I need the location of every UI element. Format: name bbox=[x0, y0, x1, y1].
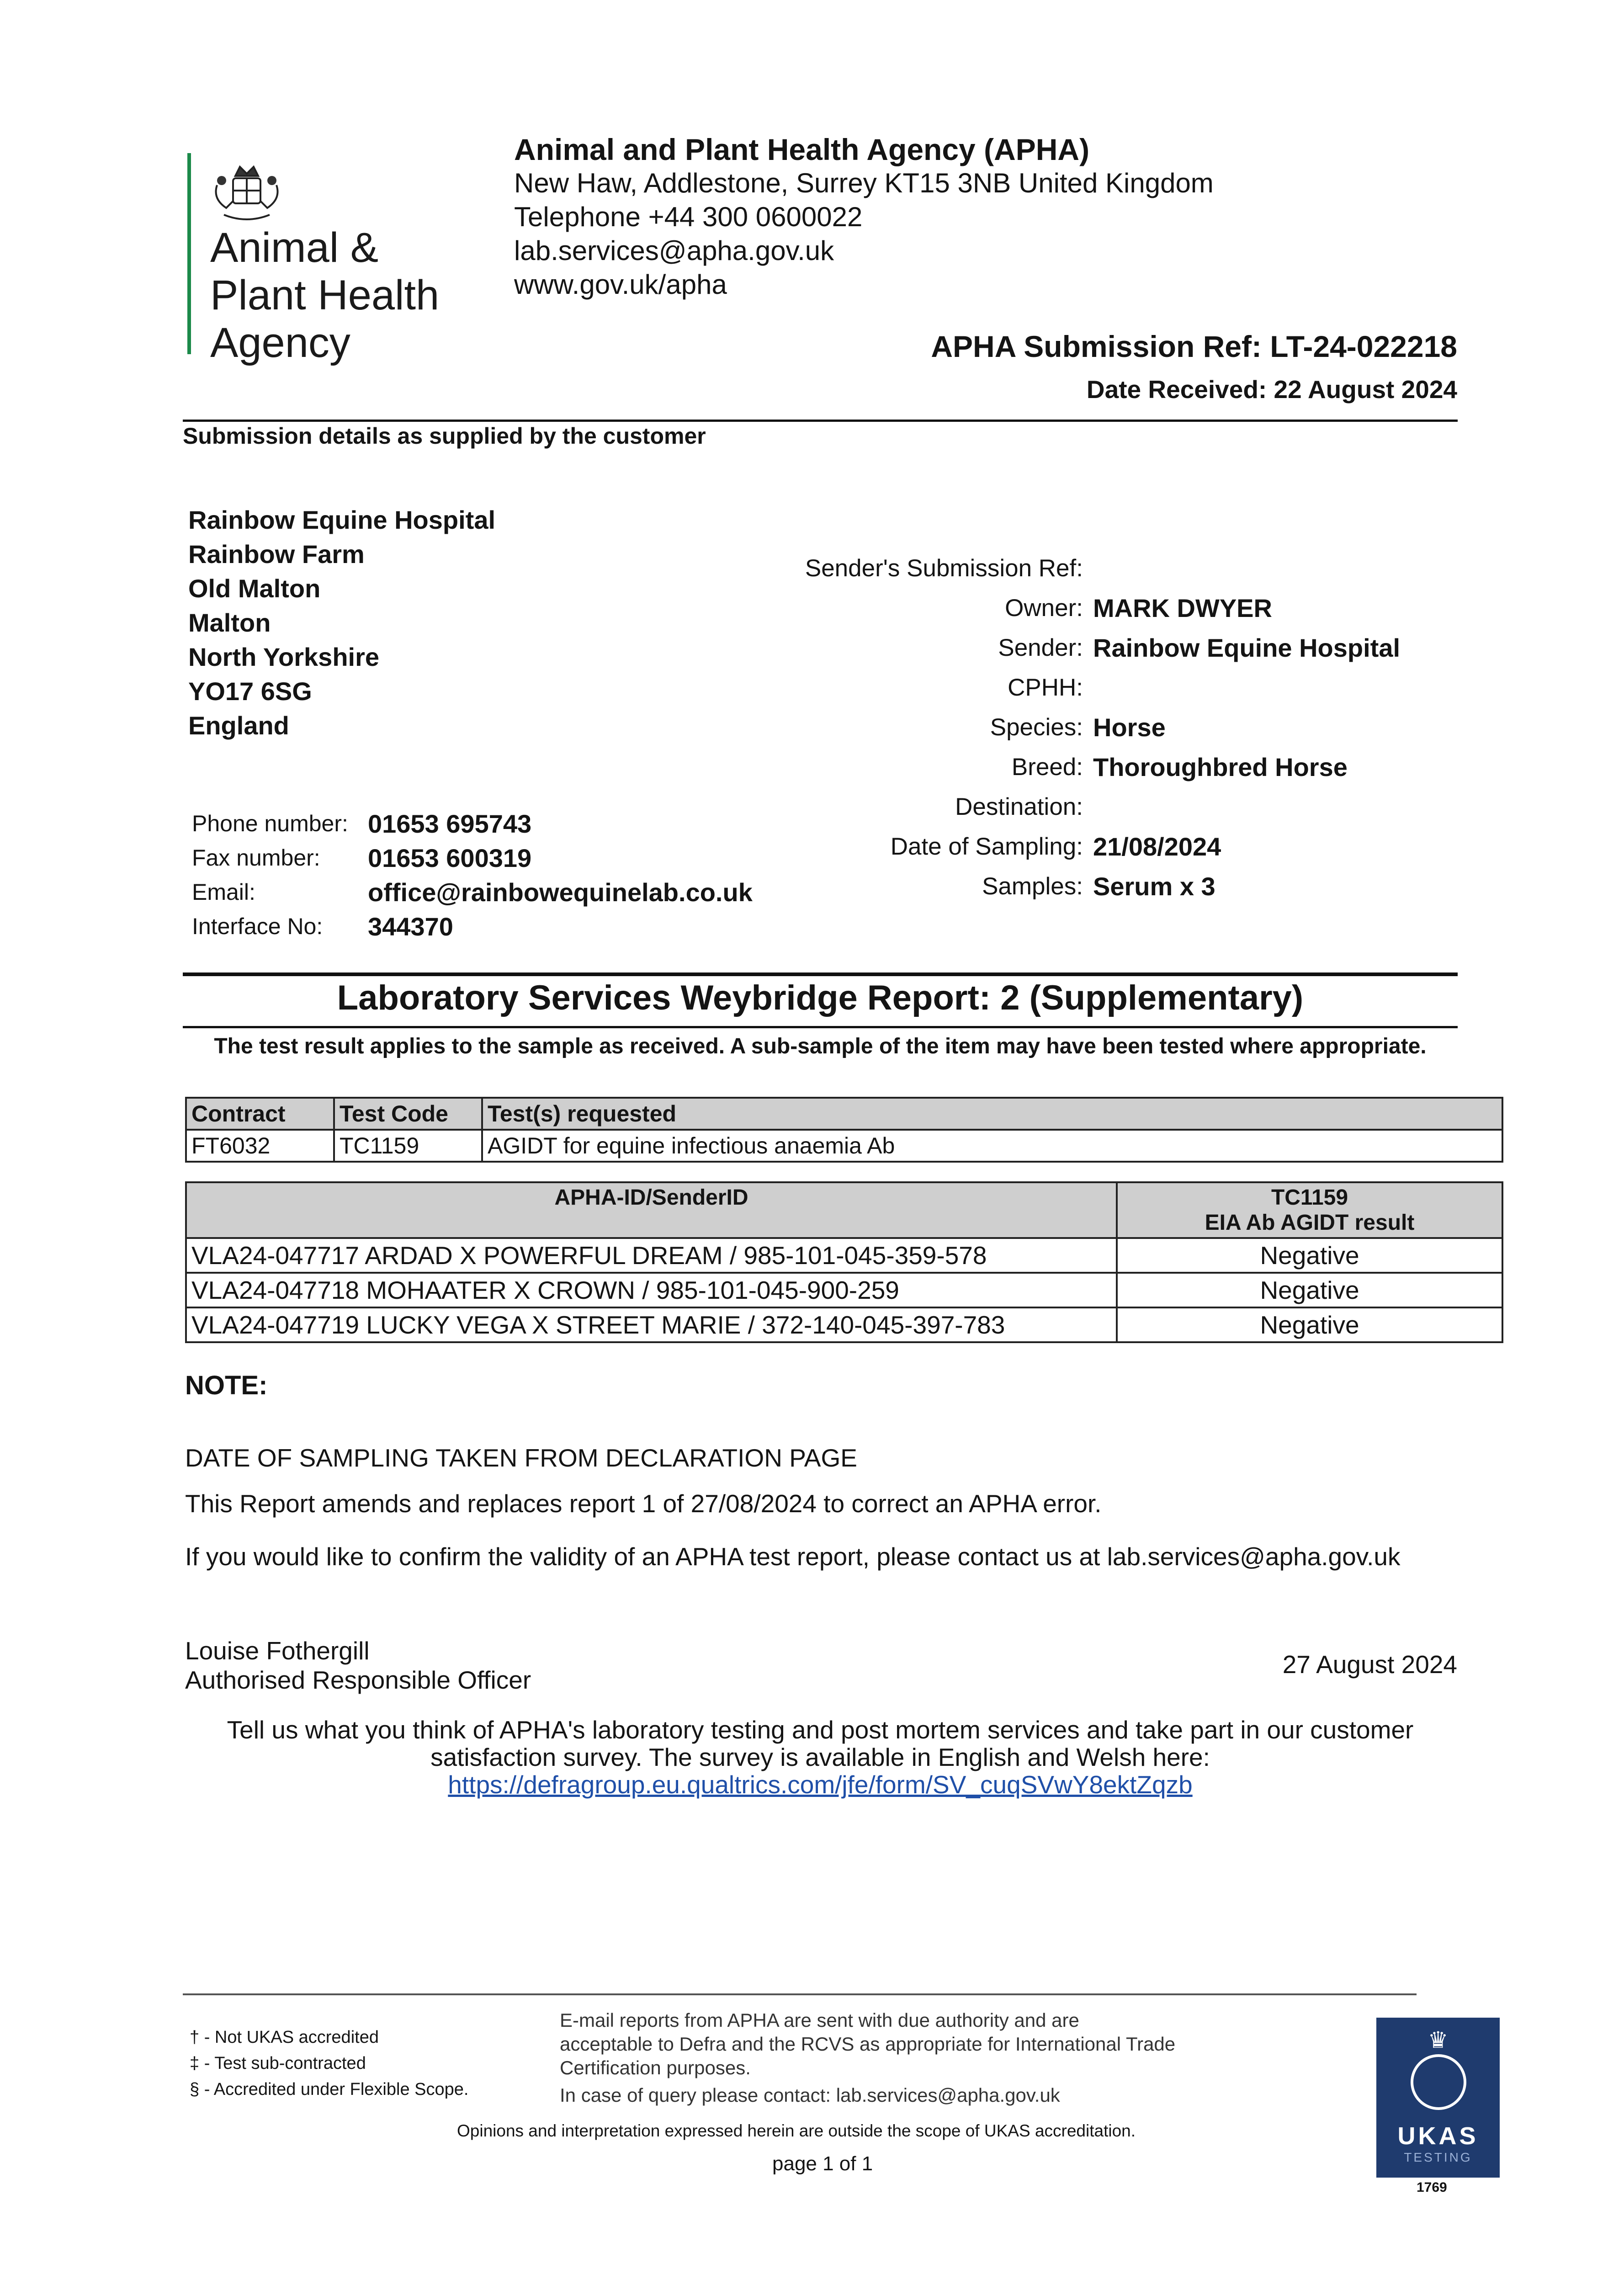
legend-item: § - Accredited under Flexible Scope. bbox=[190, 2080, 469, 2099]
interface-value: 344370 bbox=[368, 912, 453, 941]
fax-value: 01653 600319 bbox=[368, 844, 532, 872]
test-code-cell: TC1159 bbox=[334, 1130, 482, 1162]
header-divider bbox=[183, 420, 1458, 422]
note-line: If you would like to confirm the validity of an APHA test report, please contact us at lab.services@apha.gov.uk bbox=[185, 1542, 1401, 1571]
email-note-line: E-mail reports from APHA are sent with due authority and are bbox=[560, 2009, 1079, 2031]
email-note-line: Certification purposes. bbox=[560, 2057, 751, 2078]
results-table bbox=[185, 1181, 1503, 1343]
page-number: page 1 of 1 bbox=[772, 2152, 873, 2175]
detail-label: Species: bbox=[990, 714, 1083, 741]
opinions-note: Opinions and interpretation expressed herein are outside the scope of UKAS accreditation. bbox=[457, 2121, 1136, 2140]
phone-label: Phone number: bbox=[192, 811, 348, 836]
logo-line-3: Agency bbox=[210, 319, 350, 366]
agency-logo-text bbox=[210, 224, 439, 367]
detail-label: Sender's Submission Ref: bbox=[805, 555, 1083, 582]
detail-value: Horse bbox=[1093, 713, 1166, 742]
detail-label: Samples: bbox=[982, 873, 1083, 900]
table-header-row bbox=[186, 1098, 1502, 1130]
survey-text: Tell us what you think of APHA's laboratory testing and post mortem services and take part in our customer bbox=[227, 1716, 1414, 1744]
agency-telephone: Telephone +44 300 0600022 bbox=[514, 202, 863, 232]
notes-block bbox=[185, 1435, 1401, 1579]
signer-role: Authorised Responsible Officer bbox=[185, 1666, 531, 1694]
agency-contact-block bbox=[514, 133, 1214, 302]
result-header-name: EIA Ab AGIDT result bbox=[1205, 1211, 1415, 1235]
customer-contact bbox=[192, 807, 753, 944]
address-line: Rainbow Farm bbox=[188, 540, 365, 569]
result-cell: Negative bbox=[1117, 1273, 1502, 1307]
fax-label: Fax number: bbox=[192, 845, 320, 871]
date-received: Date Received: 22 August 2024 bbox=[1086, 375, 1457, 404]
agency-email[interactable]: lab.services@apha.gov.uk bbox=[514, 235, 834, 266]
note-heading: NOTE: bbox=[185, 1371, 268, 1400]
survey-block bbox=[183, 1716, 1458, 1798]
column-header: Contract bbox=[186, 1098, 334, 1130]
agency-website[interactable]: www.gov.uk/apha bbox=[514, 269, 727, 300]
survey-text: satisfaction survey. The survey is available in English and Welsh here: bbox=[430, 1743, 1210, 1771]
table-row bbox=[186, 1273, 1502, 1307]
column-header: Test(s) requested bbox=[482, 1098, 1502, 1130]
detail-value: Thoroughbred Horse bbox=[1093, 753, 1348, 781]
table-row bbox=[186, 1130, 1502, 1162]
address-line: Old Malton bbox=[188, 574, 321, 603]
table-row bbox=[186, 1307, 1502, 1342]
sign-date: 27 August 2024 bbox=[1282, 1650, 1457, 1679]
tests-table bbox=[185, 1097, 1503, 1163]
footer-divider bbox=[183, 1993, 1417, 1995]
ukas-word: UKAS bbox=[1397, 2122, 1479, 2150]
email-note-line: acceptable to Defra and the RCVS as appropriate for International Trade bbox=[560, 2033, 1176, 2055]
legend-item: ‡ - Test sub-contracted bbox=[190, 2054, 366, 2073]
sample-id-cell: VLA24-047718 MOHAATER X CROWN / 985-101-045-900-259 bbox=[186, 1273, 1117, 1307]
ukas-testing: TESTING bbox=[1404, 2150, 1472, 2164]
footer-legend bbox=[190, 2025, 468, 2103]
address-line: Rainbow Equine Hospital bbox=[188, 505, 496, 534]
interface-label: Interface No: bbox=[192, 914, 323, 939]
sample-id-cell: VLA24-047717 ARDAD X POWERFUL DREAM / 985-101-045-359-578 bbox=[186, 1238, 1117, 1273]
detail-label: Sender: bbox=[998, 634, 1083, 661]
note-line: This Report amends and replaces report 1 of 27/08/2024 to correct an APHA error. bbox=[185, 1489, 1102, 1518]
email-label: Email: bbox=[192, 879, 255, 905]
signer-block bbox=[185, 1636, 531, 1695]
email-note-line: In case of query please contact: lab.services@apha.gov.uk bbox=[560, 2084, 1060, 2106]
agency-title: Animal and Plant Health Agency (APHA) bbox=[514, 133, 1090, 166]
sample-id-cell: VLA24-047719 LUCKY VEGA X STREET MARIE / 372-140-045-397-783 bbox=[186, 1307, 1117, 1342]
report-bottom-divider bbox=[183, 1026, 1458, 1028]
detail-label: CPHH: bbox=[1008, 674, 1083, 701]
legend-item: † - Not UKAS accredited bbox=[190, 2028, 379, 2047]
result-cell: Negative bbox=[1117, 1307, 1502, 1342]
applies-note: The test result applies to the sample as received. A sub-sample of the item may have been tested where appropriate. bbox=[214, 1034, 1427, 1058]
email-note bbox=[560, 2009, 1175, 2107]
signer-name: Louise Fothergill bbox=[185, 1637, 370, 1665]
phone-value: 01653 695743 bbox=[368, 809, 532, 838]
logo-line-2: Plant Health bbox=[210, 272, 440, 319]
submission-ref: APHA Submission Ref: LT-24-022218 bbox=[931, 329, 1457, 363]
id-column-header: APHA-ID/SenderID bbox=[186, 1182, 1117, 1238]
address-line: YO17 6SG bbox=[188, 677, 312, 706]
result-header-code: TC1159 bbox=[1271, 1185, 1348, 1210]
detail-label: Date of Sampling: bbox=[890, 833, 1083, 860]
customer-address bbox=[188, 503, 495, 743]
detail-value: 21/08/2024 bbox=[1093, 832, 1221, 861]
logo-line-1: Animal & bbox=[210, 224, 379, 271]
address-line: Malton bbox=[188, 608, 271, 637]
column-header: Test Code bbox=[334, 1098, 482, 1130]
detail-label: Owner: bbox=[1005, 595, 1083, 622]
logo-bar bbox=[187, 153, 191, 354]
ukas-emblem-icon bbox=[1411, 2054, 1466, 2110]
note-line: DATE OF SAMPLING TAKEN FROM DECLARATION PAGE bbox=[185, 1444, 857, 1472]
contract-cell: FT6032 bbox=[186, 1130, 334, 1162]
crown-icon: ♛ bbox=[1428, 2027, 1449, 2053]
ukas-badge bbox=[1376, 2018, 1500, 2178]
report-top-divider bbox=[183, 972, 1458, 976]
address-line: England bbox=[188, 711, 289, 740]
detail-label: Destination: bbox=[955, 793, 1083, 820]
report-title: Laboratory Services Weybridge Report: 2 (Supplementary) bbox=[337, 978, 1304, 1017]
result-cell: Negative bbox=[1117, 1238, 1502, 1273]
royal-crest-icon bbox=[208, 158, 286, 226]
email-value[interactable]: office@rainbowequinelab.co.uk bbox=[368, 878, 753, 907]
result-column-header bbox=[1117, 1182, 1502, 1238]
detail-label: Breed: bbox=[1011, 754, 1083, 781]
detail-value: Serum x 3 bbox=[1093, 872, 1215, 901]
detail-value: MARK DWYER bbox=[1093, 594, 1272, 622]
table-header-row bbox=[186, 1182, 1502, 1238]
detail-value: Rainbow Equine Hospital bbox=[1093, 633, 1401, 662]
submission-details bbox=[800, 548, 1400, 906]
table-row bbox=[186, 1238, 1502, 1273]
survey-link[interactable]: https://defragroup.eu.qualtrics.com/jfe/form/SV_cuqSVwY8ektZqzb bbox=[448, 1770, 1193, 1799]
address-line: North Yorkshire bbox=[188, 643, 380, 671]
section-label: Submission details as supplied by the customer bbox=[183, 423, 706, 449]
test-requested-cell: AGIDT for equine infectious anaemia Ab bbox=[482, 1130, 1502, 1162]
agency-address: New Haw, Addlestone, Surrey KT15 3NB United Kingdom bbox=[514, 168, 1214, 198]
ukas-number: 1769 bbox=[1417, 2180, 1447, 2195]
